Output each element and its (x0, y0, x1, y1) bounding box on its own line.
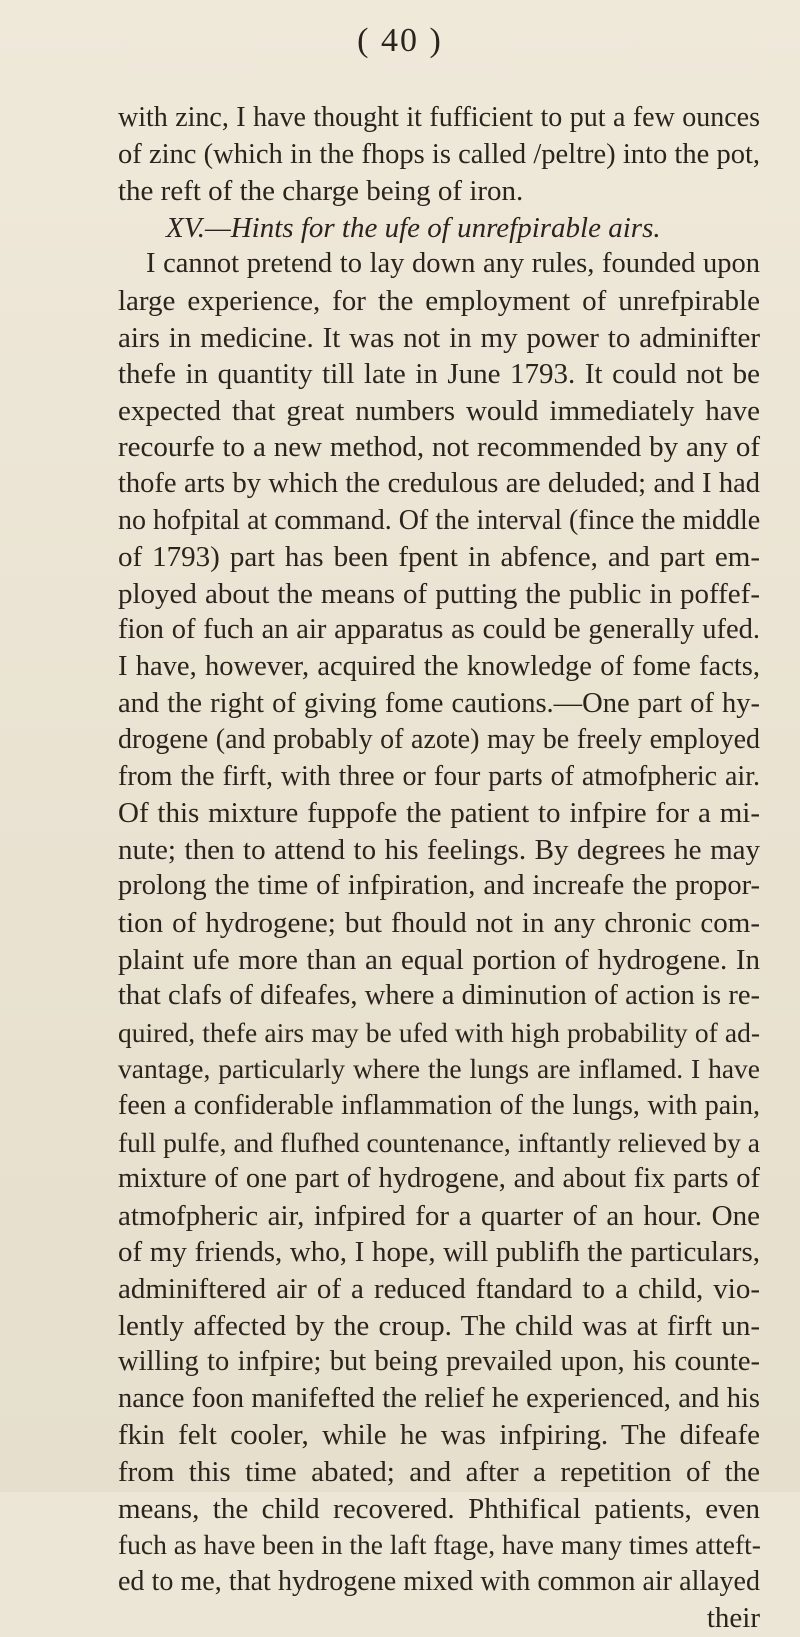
text-line: thofe arts by which the credulous are deluded; and I had (118, 467, 760, 499)
text-line: full pulfe, and flufhed countenance, inftantly relieved by a (118, 1126, 760, 1158)
text-line: recourfe to a new method, not recommended by any of (118, 431, 760, 464)
text-line: willing to infpire; but being prevailed upon, his counte- (118, 1346, 760, 1378)
text-line: lently affected by the croup. The child was at firft un- (118, 1309, 760, 1342)
text-line: thefe in quantity till late in June 1793. It could not be (118, 358, 760, 391)
text-line: plaint ufe more than an equal portion of hydrogene. In (118, 943, 760, 976)
text-line: expected that great numbers would immediately have (118, 394, 760, 427)
text-line: feen a confiderable inflammation of the lungs, with pain, (118, 1090, 760, 1122)
text-line: adminiftered air of a reduced ftandard to a child, vio- (118, 1273, 760, 1305)
text-line: from the firft, with three or four parts of atmofpheric air. (118, 760, 760, 792)
text-line: quired, thefe airs may be ufed with high probability of ad- (118, 1016, 760, 1048)
text-line: means, the child recovered. Phthifical patients, even (118, 1492, 760, 1525)
text-line: I cannot pretend to lay down any rules, founded upon (146, 248, 760, 280)
text-line: I have, however, acquired the knowledge of fome facts, (118, 650, 760, 682)
text-line: from this time abated; and after a repetition of the (118, 1455, 760, 1488)
text-line: fion of fuch an air apparatus as could be generally ufed. (118, 614, 760, 646)
text-line: with zinc, I have thought it fufficient to put a few ounces (118, 102, 760, 133)
text-line: of zinc (which in the fhops is called /peltre) into the pot, (118, 138, 760, 170)
page-number: ( 40 ) (357, 22, 443, 59)
text-line: nute; then to attend to his feelings. By degrees he may (118, 833, 760, 866)
text-line: fkin felt cooler, while he was infpiring. The difeafe (118, 1419, 760, 1452)
text-line: prolong the time of infpiration, and increafe the propor- (118, 870, 760, 902)
text-line: that clafs of difeafes, where a diminution of action is re- (118, 980, 760, 1012)
text-line: the reft of the charge being of iron. (118, 175, 524, 208)
text-line: ed to me, that hydrogene mixed with common air allayed (118, 1565, 760, 1597)
text-line: mixture of one part of hydrogene, and about fix parts of (118, 1163, 760, 1195)
text-line: nance foon manifefted the relief he experienced, and his (118, 1382, 760, 1414)
text-line: tion of hydrogene; but fhould not in any chronic com- (118, 907, 760, 940)
text-line: fuch as have been in the laft ftage, have many times atteft- (118, 1529, 761, 1561)
body-text (118, 100, 760, 1637)
text-line: vantage, particularly where the lungs are inflamed. I have (118, 1053, 760, 1085)
text-line: large experience, for the employment of unrefpirable (118, 284, 760, 317)
text-line: no hofpital at command. Of the interval (fince the middle (118, 504, 761, 536)
text-line: of 1793) part has been fpent in abfence, and part em- (118, 541, 760, 574)
text-line: of my friends, who, I hope, will publifh the particulars, (118, 1236, 760, 1269)
section-heading: XV.—Hints for the ufe of unrefpirable airs. (166, 211, 661, 244)
text-line: atmofpheric air, infpired for a quarter of an hour. One (118, 1199, 760, 1232)
text-line: drogene (and probably of azote) may be freely employed (118, 724, 760, 756)
catchword: their (706, 1602, 760, 1635)
text-line: and the right of giving fome cautions.—One part of hy- (118, 687, 760, 719)
text-line: Of this mixture fuppofe the patient to infpire for a mi- (118, 797, 760, 830)
text-line: airs in medicine. It was not in my power to adminifter (118, 321, 760, 354)
text-line: ployed about the means of putting the public in poffef- (118, 577, 760, 610)
